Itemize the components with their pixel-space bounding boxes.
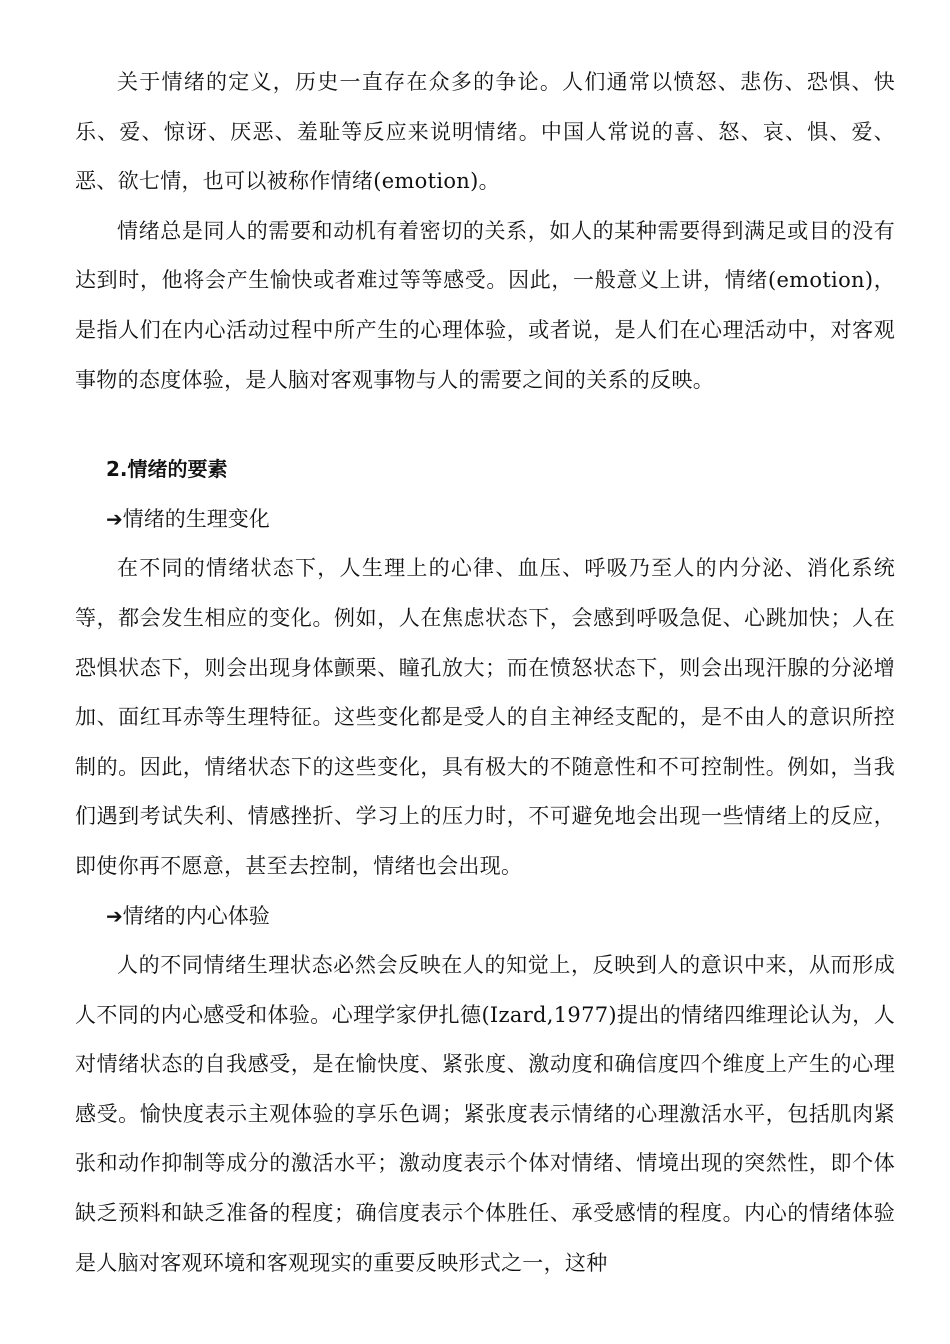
paragraph-definition: 关于情绪的定义，历史一直存在众多的争论。人们通常以愤怒、悲伤、恐惧、快乐、爱、惊讶、厌恶、羞耻等反应来说明情绪。中国人常说的喜、怒、哀、惧、爱、恶、欲七情，也可以被称作情绪(emotion)。	[75, 70, 895, 194]
paragraph-physiological: 在不同的情绪状态下，人生理上的心律、血压、呼吸乃至人的内分泌、消化系统等，都会发生相应的变化。例如，人在焦虑状态下，会感到呼吸急促、心跳加快；人在恐惧状态下，则会出现身体颤栗、瞳孔放大；而在愤怒状态下，则会出现汗腺的分泌增加、面红耳赤等生理特征。这些变化都是受人的自主神经支配的，是不由人的意识所控制的。因此，情绪状态下的这些变化，具有极大的不随意性和不可控制性。例如，当我们遇到考试失利、情感挫折、学习上的压力时，不可避免地会出现一些情绪上的反应，即使你再不愿意，甚至去控制，情绪也会出现。	[75, 556, 895, 878]
subheading-physiological-label: 情绪的生理变化	[122, 506, 270, 531]
arrow-right-icon: ➔	[106, 506, 123, 531]
section-gap	[75, 405, 895, 445]
document-page	[75, 58, 895, 1288]
paragraph-inner-experience: 人的不同情绪生理状态必然会反映在人的知觉上，反映到人的意识中来，从而形成人不同的内心感受和体验。心理学家伊扎德(Izard,1977)提出的情绪四维理论认为，人对情绪状态的自我感受，是在愉快度、紧张度、激动度和确信度四个维度上产生的心理感受。愉快度表示主观体验的享乐色调；紧张度表示情绪的心理激活水平，包括肌肉紧张和动作抑制等成分的激活水平；激动度表示个体对情绪、情境出现的突然性，即个体缺乏预料和缺乏准备的程度；确信度表示个体胜任、承受感情的程度。内心的情绪体验是人脑对客观环境和客观现实的重要反映形式之一，这种	[75, 953, 895, 1275]
subheading-inner-experience-label: 情绪的内心体验	[122, 903, 270, 928]
section-heading: 2.情绪的要素	[106, 457, 228, 482]
subheading-inner-experience	[75, 892, 895, 942]
paragraph-emotion-needs: 情绪总是同人的需要和动机有着密切的关系，如人的某种需要得到满足或目的没有达到时，他将会产生愉快或者难过等等感受。因此，一般意义上讲，情绪(emotion)，是指人们在内心活动过程中所产生的心理体验，或者说，是人们在心理活动中，对客观事物的态度体验，是人脑对客观事物与人的需要之间的关系的反映。	[75, 218, 895, 392]
subheading-physiological	[75, 495, 895, 545]
arrow-right-icon: ➔	[106, 903, 123, 928]
